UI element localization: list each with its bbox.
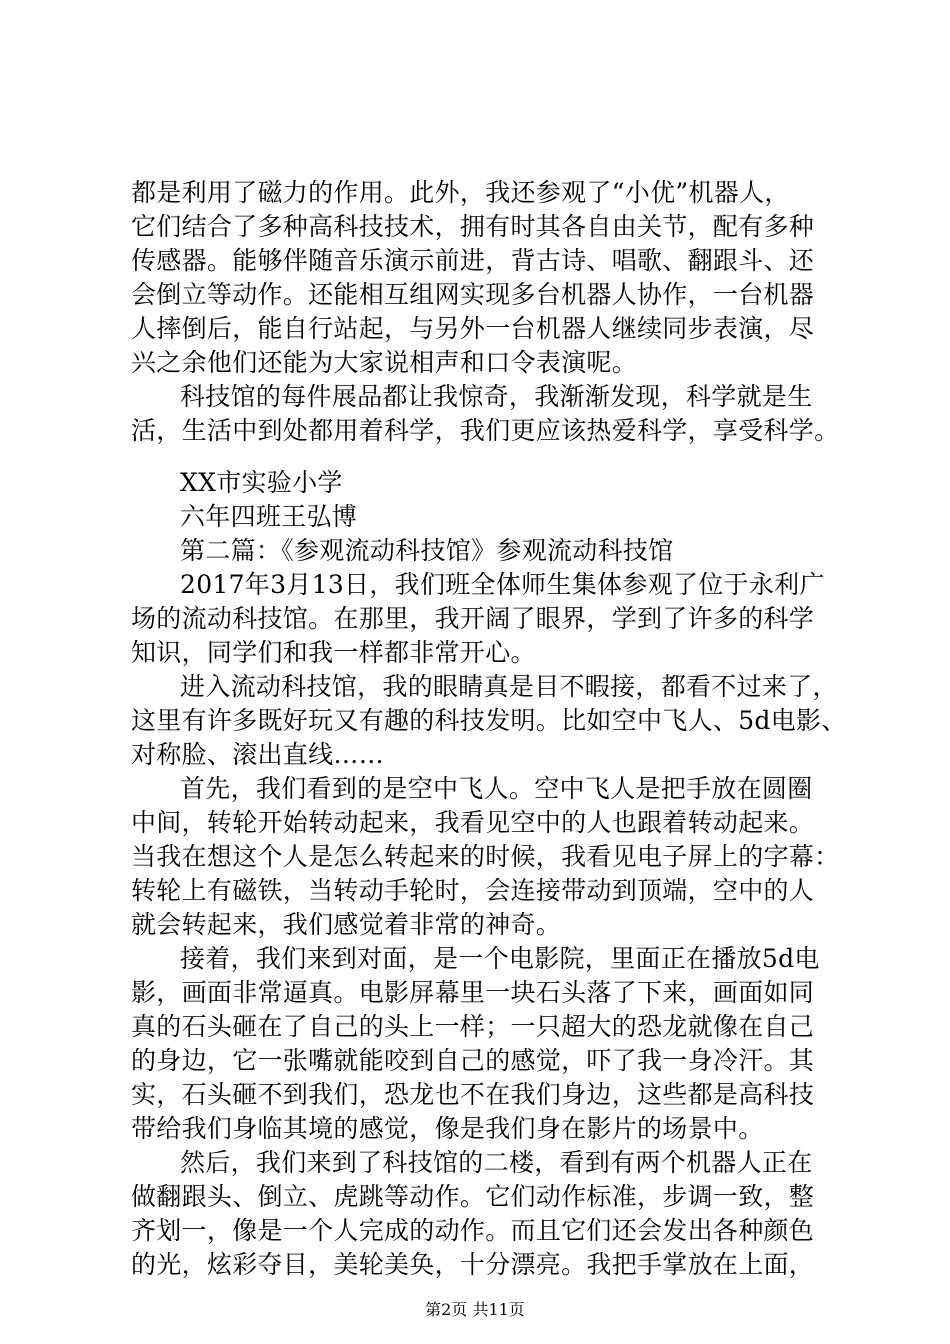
text-line: 带给我们身临其境的感觉，像是我们身在影片的场景中。 <box>131 1114 764 1143</box>
text-line: 然后，我们来到了科技馆的二楼，看到有两个机器人正在 <box>180 1148 813 1177</box>
text-line: 兴之余他们还能为大家说相声和口令表演呢。 <box>131 348 638 377</box>
text-line: 当我在想这个人是怎么转起来的时候，我看见电子屏上的字幕： <box>131 842 840 871</box>
text-line: 科技馆的每件展品都让我惊奇，我渐渐发现，科学就是生 <box>180 382 813 411</box>
text-line: 做翻跟头、倒立、虎跳等动作。它们动作标准，步调一致，整 <box>131 1182 815 1211</box>
text-line: 2017年3月13日，我们班全体师生集体参观了位于永利广 <box>180 570 825 599</box>
school-name: XX市实验小学 <box>180 468 343 497</box>
text-line: 知识，同学们和我一样都非常开心。 <box>131 638 536 667</box>
text-line: 对称脸、滚出直线…… <box>131 740 385 769</box>
text-line: 中间，转轮开始转动起来，我看见空中的人也跟着转动起来。 <box>131 808 815 837</box>
text-line: 首先，我们看到的是空中飞人。空中飞人是把手放在圆圈 <box>180 774 813 803</box>
text-line: 它们结合了多种高科技技术，拥有时其各自由关节，配有多种 <box>131 212 815 241</box>
text-line: 人摔倒后，能自行站起，与另外一台机器人继续同步表演，尽 <box>131 314 815 343</box>
page-footer: 第2页 共11页 <box>425 1300 525 1319</box>
text-line: 场的流动科技馆。在那里，我开阔了眼界，学到了许多的科学 <box>131 604 815 633</box>
text-line: 这里有许多既好玩又有趣的科技发明。比如空中飞人、5d电影、 <box>131 706 847 735</box>
text-line: 就会转起来，我们感觉着非常的神奇。 <box>131 910 562 939</box>
text-line: 影，画面非常逼真。电影屏幕里一块石头落了下来，画面如同 <box>131 978 815 1007</box>
author-name: 六年四班王弘博 <box>180 502 358 531</box>
text-line: 转轮上有磁铁，当转动手轮时，会连接带动到顶端，空中的人 <box>131 876 815 905</box>
text-line: 会倒立等动作。还能相互组网实现多台机器人协作，一台机器 <box>131 280 815 309</box>
text-line: 的身边，它一张嘴就能咬到自己的感觉，吓了我一身冷汗。其 <box>131 1046 815 1075</box>
text-line: 齐划一，像是一个人完成的动作。而且它们还会发出各种颜色 <box>131 1216 815 1245</box>
text-line: 传感器。能够伴随音乐演示前进，背古诗、唱歌、翻跟斗、还 <box>131 246 815 275</box>
text-line: 真的石头砸在了自己的头上一样；一只超大的恐龙就像在自己 <box>131 1012 815 1041</box>
section-title: 第二篇：《参观流动科技馆》参观流动科技馆 <box>180 536 674 565</box>
text-line: 的光，炫彩夺目，美轮美奂，十分漂亮。我把手掌放在上面， <box>131 1250 815 1279</box>
text-line: 活，生活中到处都用着科学，我们更应该热爱科学，享受科学。 <box>131 416 840 445</box>
text-line: 实，石头砸不到我们，恐龙也不在我们身边，这些都是高科技 <box>131 1080 815 1109</box>
text-line: 进入流动科技馆，我的眼睛真是目不暇接，都看不过来了， <box>180 672 838 701</box>
text-line: 接着，我们来到对面，是一个电影院，里面正在播放5d电 <box>180 944 820 973</box>
text-line: 都是利用了磁力的作用。此外，我还参观了“小优”机器人， <box>131 178 790 207</box>
